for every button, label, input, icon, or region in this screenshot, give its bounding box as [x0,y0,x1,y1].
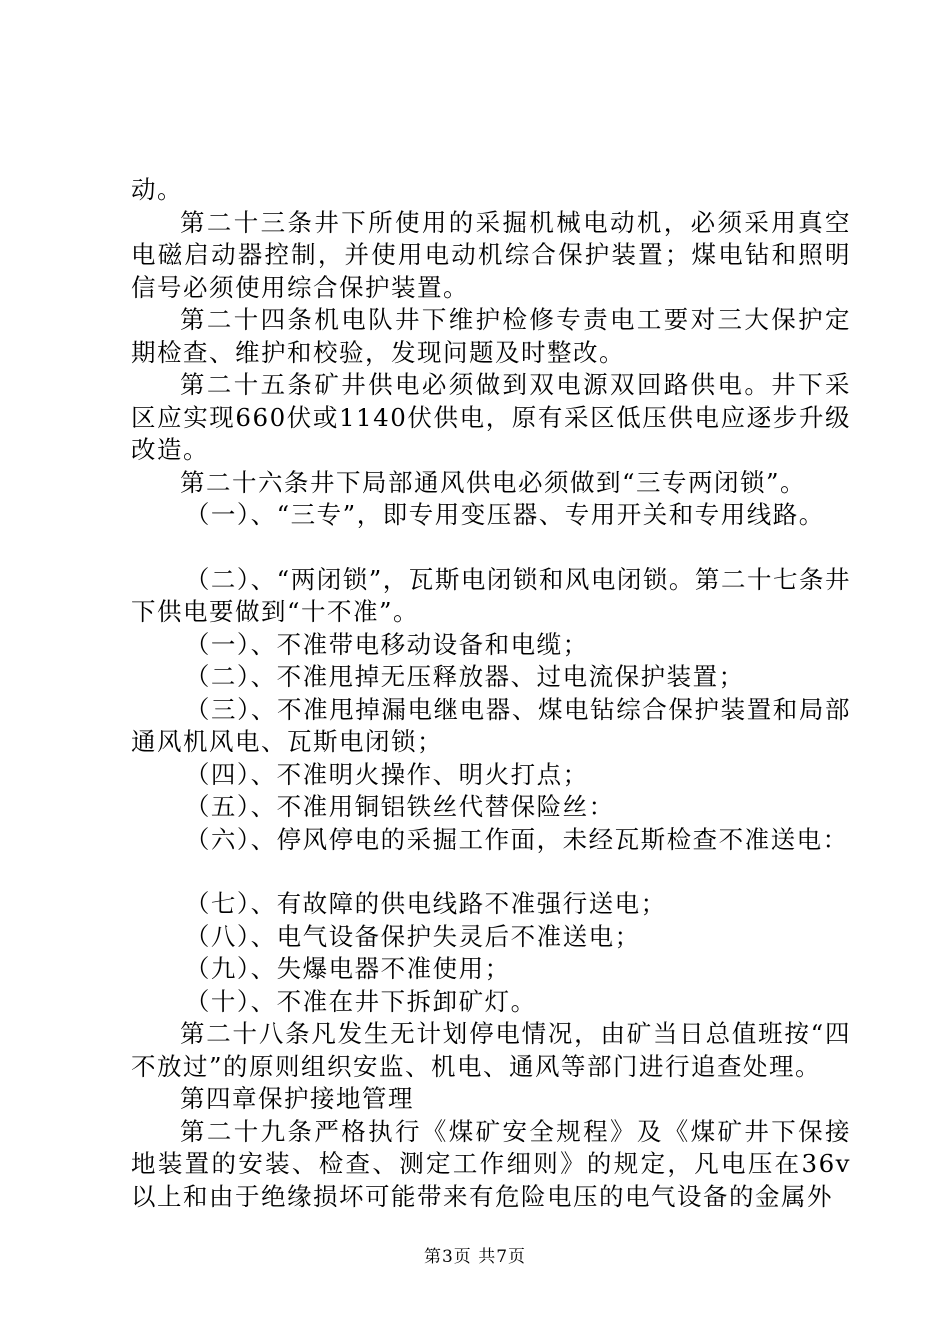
list-item-prohibition-3: （三）、不准甩掉漏电继电器、煤电钻综合保护装置和局部通风机风电、瓦斯电闭锁； [131,694,851,756]
paragraph-article-25: 第二十五条矿井供电必须做到双电源双回路供电。井下采区应实现660伏或1140伏供电，原有采区低压供电应逐步升级改造。 [131,370,851,464]
list-item-prohibition-5: （五）、不准用铜铝铁丝代替保险丝： [184,792,615,821]
paragraph-article-24: 第二十四条机电队井下维护检修专责电工要对三大保护定期检查、维护和校验，发现问题及时整改。 [131,305,851,367]
list-item-prohibition-1: （一）、不准带电移动设备和电缆； [184,629,589,659]
list-item-prohibition-7: （七）、有故障的供电线路不准强行送电； [184,889,667,918]
list-item-prohibition-6: （六）、停风停电的采掘工作面，未经瓦斯检查不准送电： [184,824,849,854]
paragraph-article-23: 第二十三条井下所使用的采掘机械电动机，必须采用真空电磁启动器控制，并使用电动机综合保护装置；煤电钻和照明信号必须使用综合保护装置。 [131,207,851,302]
list-item-three-dedicated: （一）、“三专”，即专用变压器、专用开关和专用线路。 [184,500,825,529]
paragraph-two-interlocks-article-27: （二）、“两闭锁”，瓦斯电闭锁和风电闭锁。第二十七条井下供电要做到“十不准”。 [131,564,851,626]
paragraph-article-26: 第二十六条井下局部通风供电必须做到“三专两闭锁”。 [180,467,807,497]
document-body [131,174,851,1213]
page-number-footer: 第3页 共7页 [423,1247,527,1267]
paragraph-continuation: 动。 [131,175,183,204]
list-item-prohibition-8: （八）、电气设备保护失灵后不准送电； [184,921,641,951]
list-item-prohibition-4: （四）、不准明火操作、明火打点； [184,759,589,789]
paragraph-article-29: 第二十九条严格执行《煤矿安全规程》及《煤矿井下保接地装置的安装、检查、测定工作细则》的规定，凡电压在36v以上和由于绝缘损坏可能带来有危险电压的电气设备的金属外 [131,1116,851,1211]
list-item-prohibition-10: （十）、不准在井下拆卸矿灯。 [184,986,537,1016]
list-item-prohibition-2: （二）、不准甩掉无压释放器、过电流保护装置； [184,662,745,691]
paragraph-article-28: 第二十八条凡发生无计划停电情况，由矿当日总值班按“四不放过”的原则组织安监、机电、通风等部门进行追查处理。 [131,1019,851,1081]
list-item-prohibition-9: （九）、失爆电器不准使用； [184,954,511,983]
chapter-heading-4: 第四章保护接地管理 [180,1084,414,1113]
